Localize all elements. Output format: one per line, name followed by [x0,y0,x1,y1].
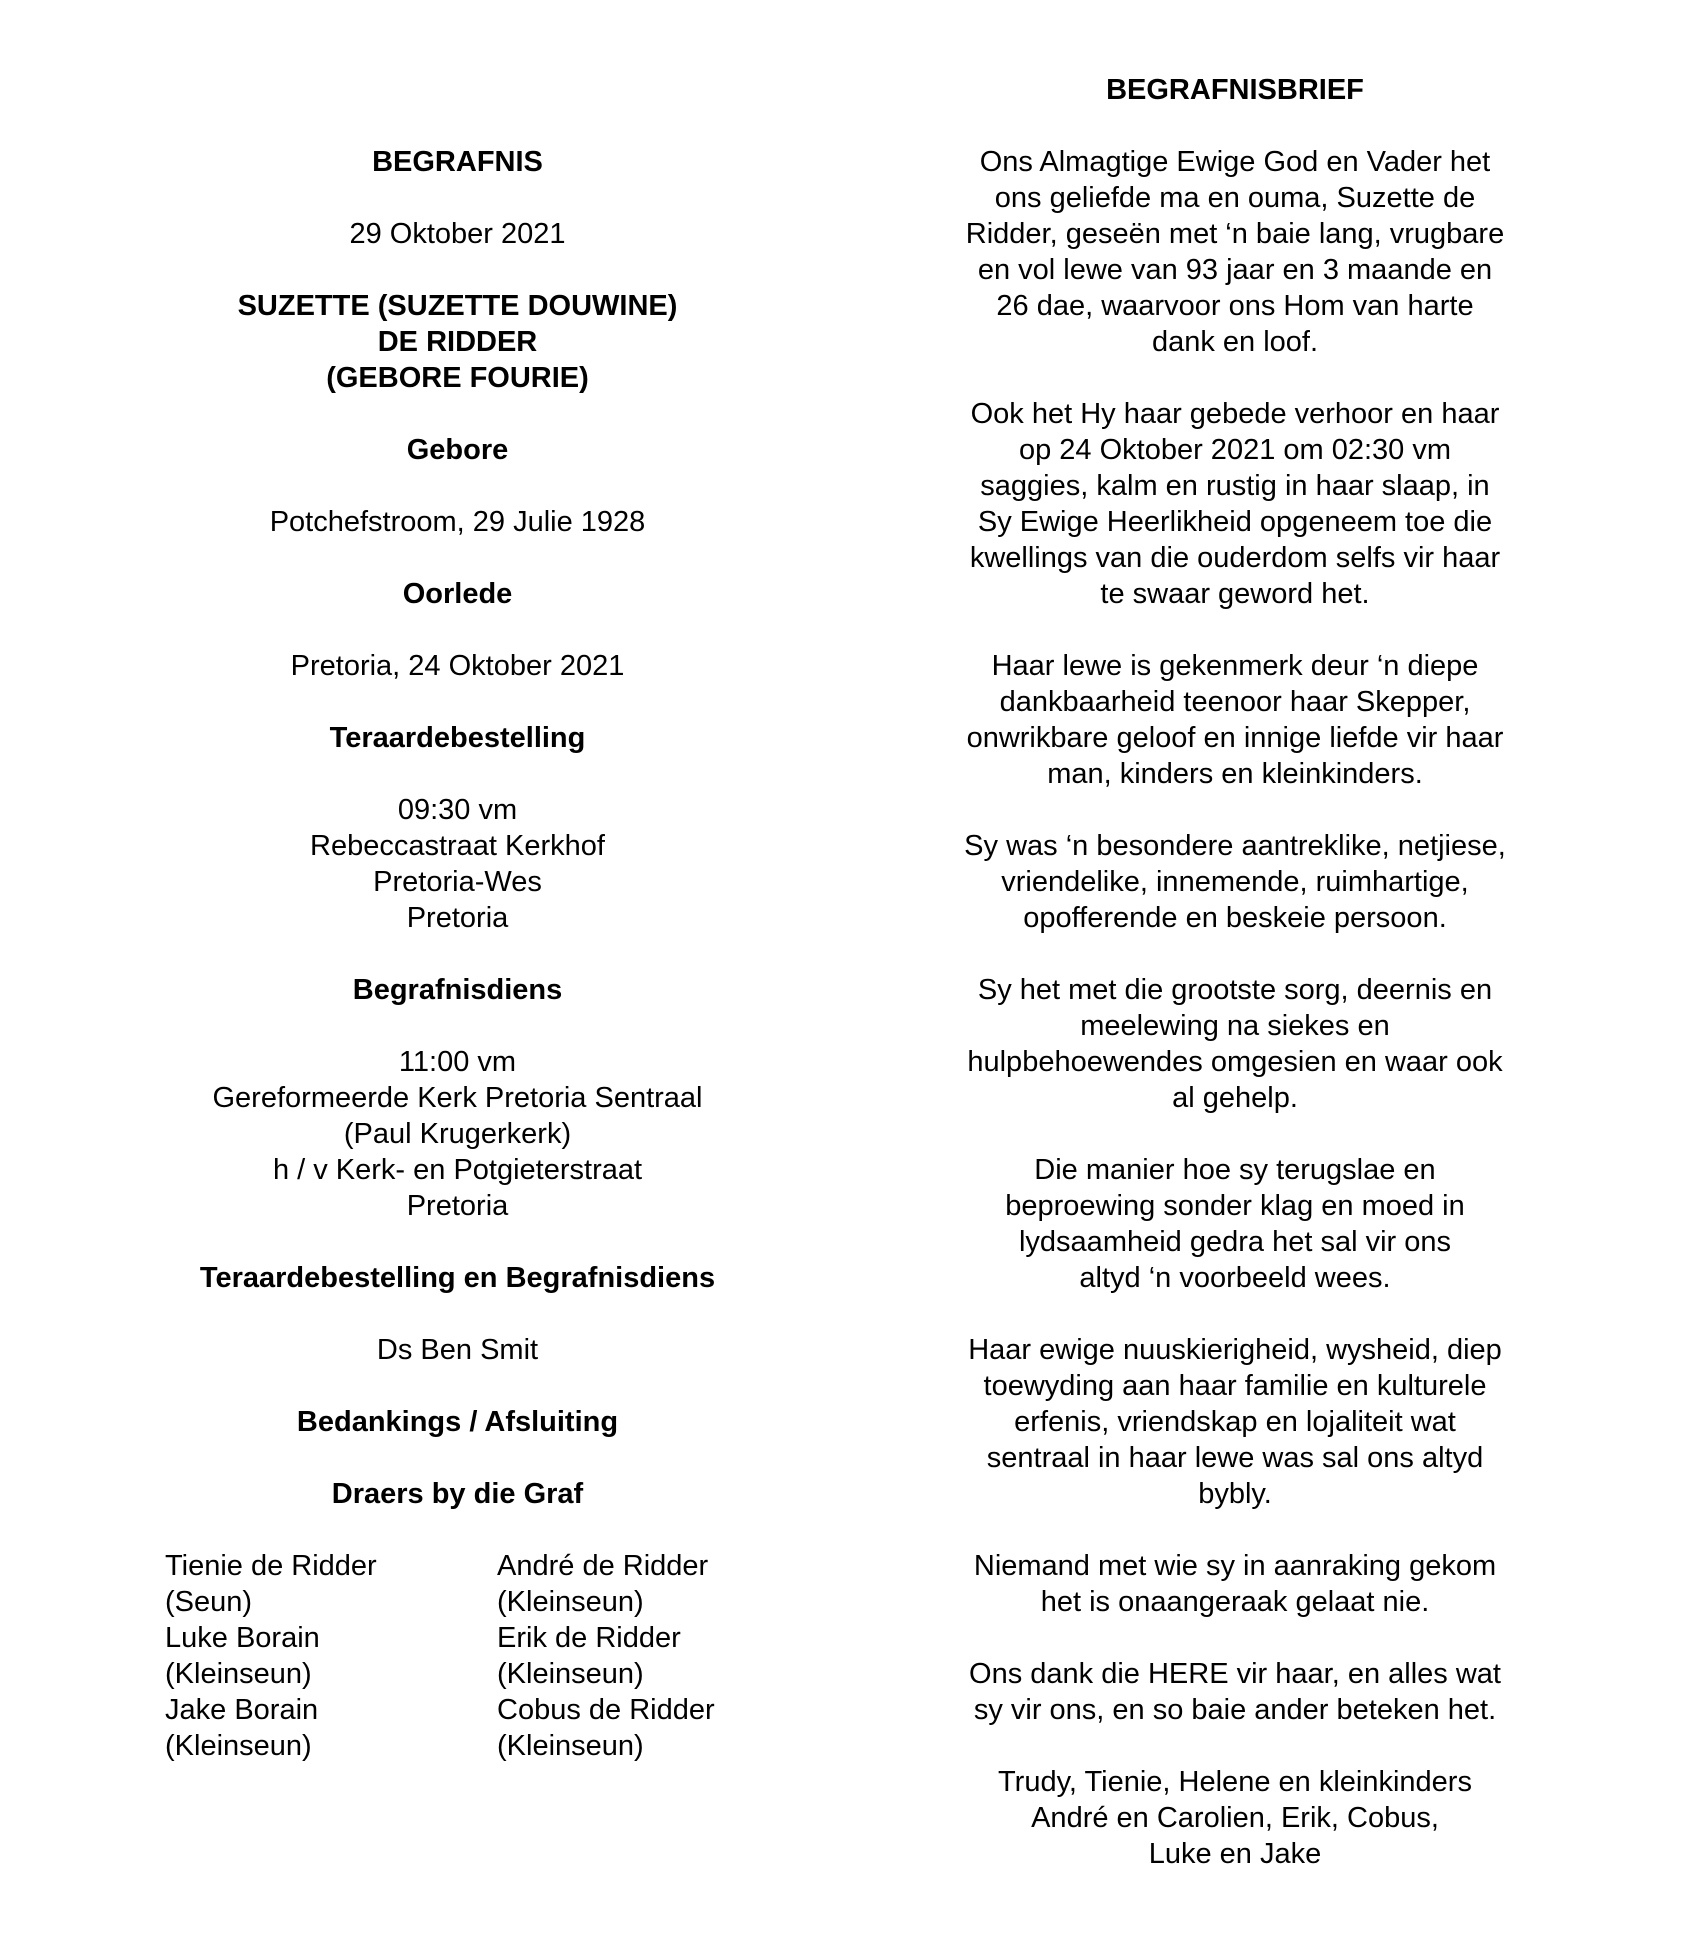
letter-line: Ridder, geseën met ‘n baie lang, vrugbare [965,218,1505,250]
pallbearer-name: Luke Borain [165,1622,320,1654]
letter-line: meelewing na siekes en [1080,1010,1390,1042]
interment-label: Teraardebestelling [329,722,586,754]
letter-line: man, kinders en kleinkinders. [1047,758,1423,790]
letter-line: saggies, kalm en rustig in haar slaap, in [980,470,1490,502]
letter-line: Ook het Hy haar gebede verhoor en haar [970,398,1500,430]
letter-paragraph [920,1548,1550,1620]
letter-line: Sy was ‘n besondere aantreklike, netjiese, [964,830,1506,862]
letter-paragraph [920,972,1550,1116]
service-line: 11:00 vm [398,1046,517,1078]
letter-line: beproewing sonder klag en moed in [1005,1190,1465,1222]
letter-line: toewyding aan haar familie en kulturele [983,1370,1487,1402]
born-value: Potchefstroom, 29 Julie 1928 [269,506,646,538]
letter-line: Ons dank die HERE vir haar, en alles wat [969,1658,1501,1690]
signature-line: Trudy, Tienie, Helene en kleinkinders [998,1766,1472,1798]
letter-line: dankbaarheid teenoor haar Skepper, [999,686,1471,718]
pallbearer-entry [497,1692,817,1764]
deceased-name-line: SUZETTE (SUZETTE DOUWINE) [237,290,678,322]
pallbearer-entry [165,1620,485,1692]
letter-line: ons geliefde ma en ouma, Suzette de [994,182,1476,214]
pallbearer-name: Jake Borain [165,1694,319,1726]
letter-line: sentraal in haar lewe was sal ons altyd [986,1442,1484,1474]
letter-line: lydsaamheid gedra het sal vir ons [1018,1226,1451,1258]
signature-line: André en Carolien, Erik, Cobus, [1031,1802,1439,1834]
pallbearer-entry [165,1692,485,1764]
died-label: Oorlede [402,578,513,610]
letter-paragraph [920,1332,1550,1512]
pallbearer-entry [497,1548,817,1620]
pallbearer-entry [165,1548,485,1620]
service-line: (Paul Krugerkerk) [343,1118,572,1150]
officiant-value: Ds Ben Smit [376,1334,539,1366]
pallbearer-relation: (Kleinseun) [165,1730,312,1762]
letter-line: Niemand met wie sy in aanraking gekom [973,1550,1497,1582]
letter-line: op 24 Oktober 2021 om 02:30 vm [1018,434,1452,466]
funeral-heading: BEGRAFNIS [372,146,543,178]
letter-line: Ons Almagtige Ewige God en Vader het [979,146,1491,178]
letter-line: erfenis, vriendskap en lojaliteit wat [1014,1406,1456,1438]
pallbearer-name: Tienie de Ridder [165,1550,377,1582]
letter-line: Sy het met die grootste sorg, deernis en [977,974,1493,1006]
service-line: h / v Kerk- en Potgieterstraat [272,1154,643,1186]
service-label: Begrafnisdiens [352,974,563,1006]
letter-line: vriendelike, innemende, ruimhartige, [1001,866,1469,898]
pallbearer-relation: (Kleinseun) [497,1730,644,1762]
letter-line: altyd ‘n voorbeeld wees. [1079,1262,1391,1294]
service-line: Pretoria [406,1190,509,1222]
pallbearer-relation: (Seun) [165,1586,253,1618]
letter-line: Haar lewe is gekenmerk deur ‘n diepe [991,650,1479,682]
right-column [920,72,1550,1872]
letter-line: al gehelp. [1172,1082,1298,1114]
letter-line: sy vir ons, en so baie ander beteken het. [973,1694,1497,1726]
pallbearer-relation: (Kleinseun) [497,1586,644,1618]
officiant-label: Teraardebestelling en Begrafnisdiens [199,1262,716,1294]
letter-line: het is onaangeraak gelaat nie. [1040,1586,1430,1618]
pallbearer-entry [497,1620,817,1692]
interment-line: Pretoria-Wes [373,866,542,898]
letter-line: Sy Ewige Heerlikheid opgeneem toe die [977,506,1493,538]
pallbearer-name: Erik de Ridder [497,1622,681,1654]
letter-line: hulpbehoewendes omgesien en waar ook [967,1046,1503,1078]
interment-line: 09:30 vm [397,794,518,826]
pallbearer-relation: (Kleinseun) [497,1658,644,1690]
service-line: Gereformeerde Kerk Pretoria Sentraal [212,1082,703,1114]
pallbearer-name: André de Ridder [497,1550,709,1582]
left-column [100,144,815,1512]
letter-paragraph [920,396,1550,612]
letter-line: opofferende en beskeie persoon. [1023,902,1447,934]
pallbearer-name: Cobus de Ridder [497,1694,715,1726]
thanks-label: Bedankings / Afsluiting [296,1406,619,1438]
pallbearer-relation: (Kleinseun) [165,1658,312,1690]
letter-line: Die manier hoe sy terugslae en [1034,1154,1436,1186]
interment-line: Pretoria [406,902,509,934]
letter-paragraph [920,648,1550,792]
letter-line: Haar ewige nuuskierigheid, wysheid, diep [968,1334,1502,1366]
letter-paragraph [920,1656,1550,1728]
letter-paragraph [920,1152,1550,1296]
letter-line: onwrikbare geloof en innige liefde vir haar [966,722,1504,754]
letter-signature [920,1764,1550,1872]
died-value: Pretoria, 24 Oktober 2021 [290,650,625,682]
letter-paragraph [920,144,1550,360]
letter-line: kwellings van die ouderdom selfs vir haar [969,542,1501,574]
bearers-label: Draers by die Graf [331,1478,584,1510]
letter-heading: BEGRAFNISBRIEF [1106,74,1364,106]
letter-line: 26 dae, waarvoor ons Hom van harte [996,290,1474,322]
letter-line: dank en loof. [1151,326,1319,358]
funeral-date: 29 Oktober 2021 [349,218,566,250]
deceased-name-line: DE RIDDER [377,326,538,358]
letter-line: te swaar geword het. [1100,578,1370,610]
born-label: Gebore [406,434,509,466]
letter-paragraph [920,828,1550,936]
letter-line: en vol lewe van 93 jaar en 3 maande en [977,254,1493,286]
interment-line: Rebeccastraat Kerkhof [310,830,605,862]
letter-line: bybly. [1198,1478,1272,1510]
deceased-name-line: (GEBORE FOURIE) [326,362,589,394]
signature-line: Luke en Jake [1148,1838,1322,1870]
